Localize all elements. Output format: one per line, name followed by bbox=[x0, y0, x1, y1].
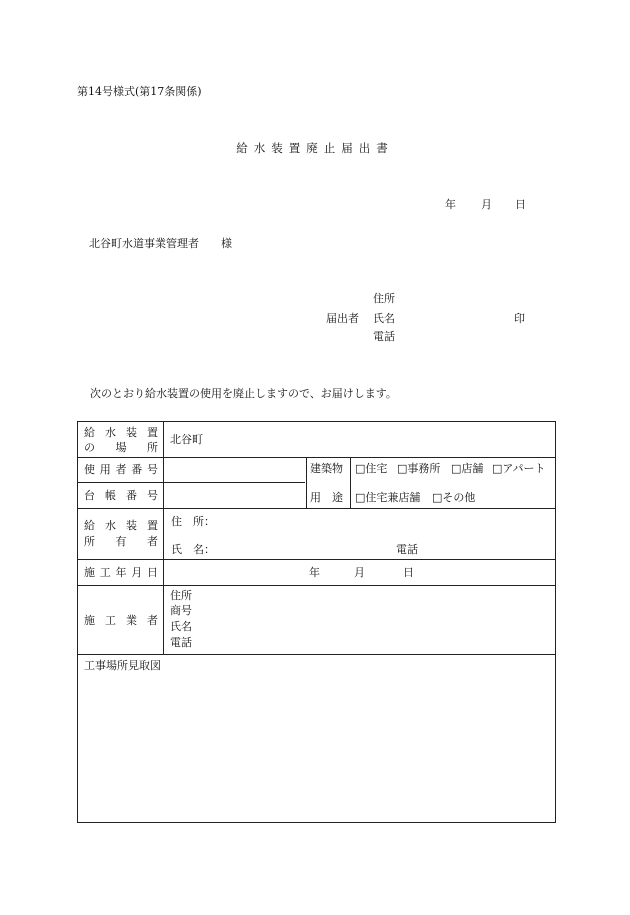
contractor-label: 施工業者 bbox=[84, 614, 158, 627]
addressee: 北谷町水道事業管理者 様 bbox=[89, 237, 232, 250]
building-use-label-line2: 用 途 bbox=[310, 491, 343, 504]
applicant-label: 届出者 bbox=[326, 312, 359, 325]
option-apartment-checkbox[interactable]: □アパート bbox=[492, 462, 546, 475]
table-row-divider bbox=[78, 508, 555, 509]
form-number: 第14号様式(第17条関係) bbox=[77, 85, 202, 98]
location-label-line1: 給水装置 bbox=[84, 426, 158, 439]
owner-name-label: 氏 名： bbox=[171, 543, 215, 556]
applicant-address-label: 住所 bbox=[373, 292, 395, 305]
contractor-name-label: 氏名 bbox=[170, 620, 192, 633]
construction-month-label: 月 bbox=[354, 566, 365, 579]
site-map-area[interactable] bbox=[78, 672, 555, 822]
owner-address-label: 住 所： bbox=[171, 515, 215, 528]
owner-label-line1: 給水装置 bbox=[84, 519, 158, 532]
table-col-divider bbox=[306, 457, 307, 508]
contractor-trade-name-label: 商号 bbox=[170, 604, 192, 617]
table-row-divider bbox=[78, 457, 555, 458]
location-value: 北谷町 bbox=[170, 433, 203, 446]
document-title: 給水装置廃止届出書 bbox=[236, 141, 394, 155]
site-map-label: 工事場所見取図 bbox=[84, 659, 161, 672]
table-col-divider bbox=[163, 422, 164, 654]
construction-year-label: 年 bbox=[309, 566, 320, 579]
ledger-number-label: 台帳番号 bbox=[84, 489, 158, 502]
date-month-label: 月 bbox=[481, 198, 492, 211]
contractor-address-label: 住所 bbox=[170, 589, 192, 602]
option-shop-checkbox[interactable]: □店舗 bbox=[451, 462, 484, 475]
building-use-label-line1: 建築物 bbox=[310, 462, 343, 475]
applicant-name-label: 氏名 bbox=[373, 312, 395, 325]
owner-label-line2: 所有者 bbox=[84, 535, 158, 548]
construction-date-label: 施工年月日 bbox=[84, 566, 158, 579]
intro-text: 次のとおり給水装置の使用を廃止しますので、お届けします。 bbox=[90, 387, 397, 400]
user-number-label: 使用者番号 bbox=[84, 463, 158, 476]
date-year-label: 年 bbox=[445, 198, 456, 211]
date-day-label: 日 bbox=[515, 198, 526, 211]
owner-phone-label: 電話 bbox=[396, 543, 418, 556]
option-house-shop-checkbox[interactable]: □住宅兼店舗 bbox=[355, 491, 421, 504]
option-other-checkbox[interactable]: □その他 bbox=[432, 491, 476, 504]
construction-day-label: 日 bbox=[403, 566, 414, 579]
table-row-divider bbox=[78, 654, 555, 655]
applicant-phone-label: 電話 bbox=[373, 330, 395, 343]
seal-mark: 印 bbox=[514, 312, 525, 325]
table-row-divider bbox=[78, 585, 555, 586]
table-col-divider bbox=[350, 457, 351, 508]
table-row-divider bbox=[78, 482, 305, 483]
table-row-divider bbox=[78, 559, 555, 560]
contractor-phone-label: 電話 bbox=[170, 636, 192, 649]
option-house-checkbox[interactable]: □住宅 bbox=[355, 462, 388, 475]
option-office-checkbox[interactable]: □事務所 bbox=[397, 462, 441, 475]
location-label-line2: の場所 bbox=[84, 441, 158, 454]
application-table bbox=[77, 421, 556, 823]
